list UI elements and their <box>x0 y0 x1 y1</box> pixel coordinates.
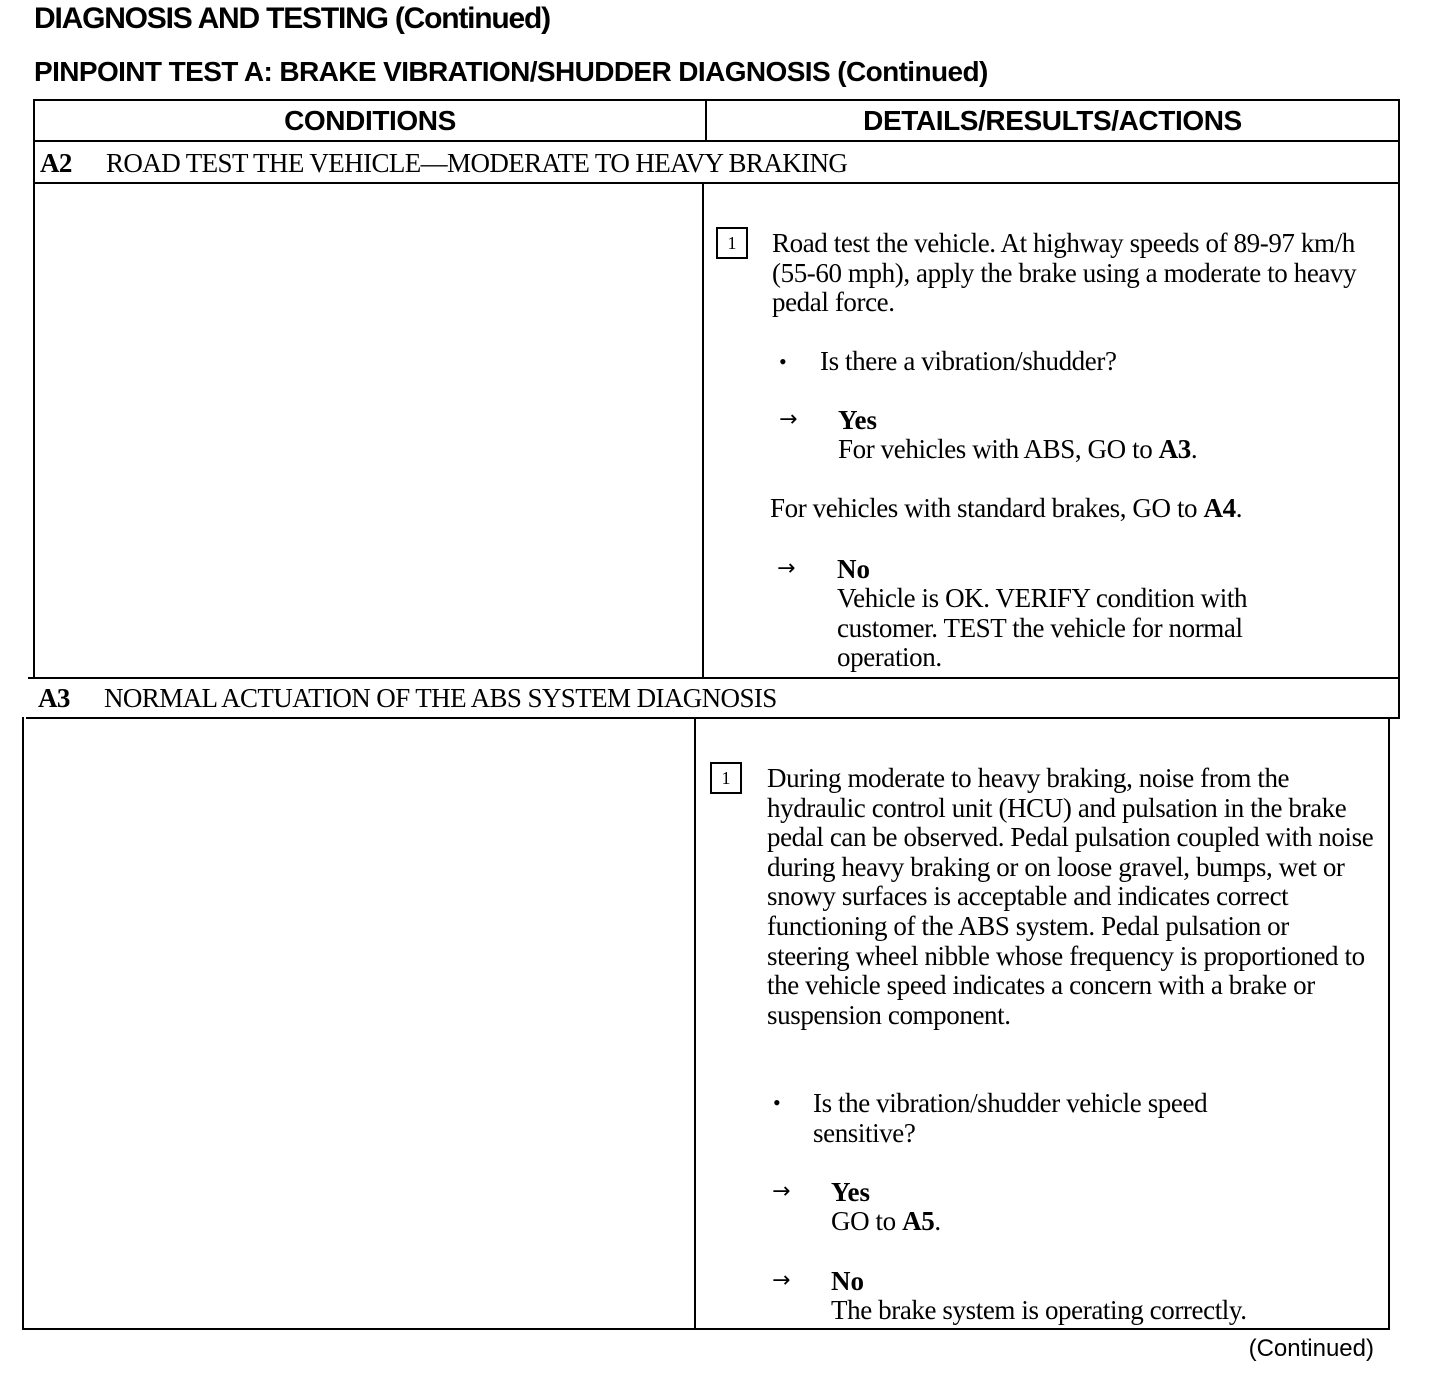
continued-footer: (Continued) <box>1248 1335 1374 1362</box>
a2-no-label: No <box>837 554 870 584</box>
a3-yes-arrow: → <box>772 1179 791 1204</box>
a2-step-number-box: 1 <box>716 227 748 259</box>
a2-no-text: Vehicle is OK. VERIFY condition with customer. TEST the vehicle for normal operation. <box>837 583 1248 673</box>
a3-yes-label: Yes <box>831 1177 870 1207</box>
step-a2-id: A2 <box>40 148 72 178</box>
step-a3-title: NORMAL ACTUATION OF THE ABS SYSTEM DIAGNOSIS <box>104 683 777 713</box>
column-divider-a2 <box>702 182 704 679</box>
column-divider-a3 <box>694 717 696 1330</box>
a2-yes-arrow: → <box>779 407 798 432</box>
a3-step-text: During moderate to heavy braking, noise from the hydraulic control unit (HCU) and pulsation in the brake pedal can be observed. Pedal pulsation coupled with noise during heavy braking or on loose gravel, bumps, wet or snowy surfaces is acceptable and indicates correct functioning of the ABS system. Pedal pulsation or steering wheel nibble whose frequency is proportioned to the vehicle speed indicates a concern with a brake or suspension component. <box>767 763 1374 1030</box>
table-bottom-border <box>22 1328 1390 1330</box>
column-header-conditions: CONDITIONS <box>284 105 456 136</box>
column-header-details: DETAILS/RESULTS/ACTIONS <box>863 105 1242 136</box>
step-a3-id: A3 <box>38 683 70 713</box>
a2-question: Is there a vibration/shudder? <box>820 346 1117 376</box>
a2-bullet: • <box>779 349 787 374</box>
a2-step-text: Road test the vehicle. At highway speeds of 89-97 km/h (55-60 mph), apply the brake using a moderate to heavy pedal force. <box>772 228 1357 318</box>
a2-yes-label: Yes <box>838 405 877 435</box>
step-a3-title-row <box>38 679 777 717</box>
table-left-border-bottom <box>22 717 24 1330</box>
a2-yes-text: For vehicles with ABS, GO to A3. <box>838 434 1198 464</box>
step-a2-title-row <box>40 144 847 182</box>
a3-title-bottom-border <box>26 717 1398 719</box>
table-left-border-top <box>33 99 35 679</box>
a2-no-arrow: → <box>777 556 796 581</box>
step-a2-title: ROAD TEST THE VEHICLE—MODERATE TO HEAVY BRAKING <box>106 148 848 178</box>
a3-step-number-box: 1 <box>710 762 742 794</box>
table-right-border-lower <box>1388 717 1390 1330</box>
pinpoint-test-heading: PINPOINT TEST A: BRAKE VIBRATION/SHUDDER DIAGNOSIS (Continued) <box>34 56 988 87</box>
a3-yes-text: GO to A5. <box>831 1206 941 1236</box>
a3-no-text: The brake system is operating correctly. <box>831 1295 1247 1325</box>
a3-bullet: • <box>773 1090 781 1115</box>
table-right-border <box>1398 99 1400 719</box>
a3-no-arrow: → <box>772 1268 791 1293</box>
a2-title-bottom-border <box>33 182 1400 184</box>
page-heading: DIAGNOSIS AND TESTING (Continued) <box>34 2 550 35</box>
a3-no-label: No <box>831 1266 864 1296</box>
a2-standard-brakes-text: For vehicles with standard brakes, GO to A4. <box>770 493 1243 523</box>
a3-question: Is the vibration/shudder vehicle speed sensitive? <box>813 1088 1208 1148</box>
